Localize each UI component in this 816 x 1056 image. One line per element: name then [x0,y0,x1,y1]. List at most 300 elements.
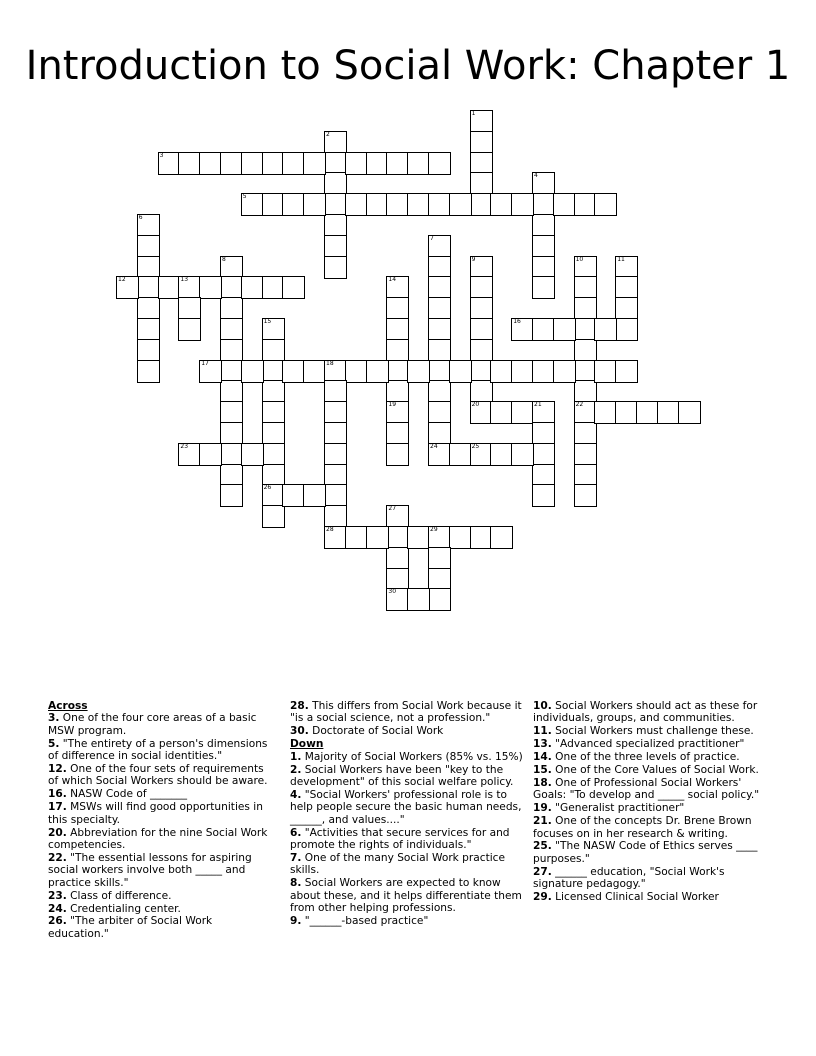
clue-item-number: 4. [290,788,302,801]
clue-item-number: 1. [290,750,302,763]
clue-number: 22 [575,401,584,409]
clue-item-number: 24. [48,902,67,915]
clue-item [290,751,526,763]
clue-item [290,827,526,852]
grid-cell[interactable] [615,256,638,279]
grid-cell[interactable] [574,339,597,362]
grid-cell[interactable] [428,547,451,570]
grid-cell[interactable] [345,360,368,383]
grid-cell[interactable] [532,401,555,424]
clue-item [533,777,769,802]
grid-cell[interactable] [386,380,409,403]
clue-item-number: 13. [533,738,552,751]
grid-cell[interactable] [470,110,493,133]
grid-cell[interactable] [532,193,555,216]
clue-item [48,827,276,852]
clue-number: 24 [430,442,438,450]
grid-cell[interactable] [386,297,409,320]
grid-cell[interactable] [428,297,451,320]
grid-cell[interactable] [178,276,201,299]
grid-cell[interactable] [262,276,285,299]
grid-cell[interactable] [532,484,555,507]
grid-cell[interactable] [324,505,347,528]
clue-item-number: 26. [48,915,67,928]
grid-cell[interactable] [470,443,493,466]
grid-cell[interactable] [428,193,451,216]
clue-item-text: Licensed Clinical Social Worker [555,891,719,904]
grid-cell[interactable] [137,297,160,320]
grid-cell[interactable] [178,297,201,320]
clue-number: 18 [326,359,334,367]
grid-cell[interactable] [199,276,222,299]
grid-cell[interactable] [324,380,347,403]
grid-cell[interactable] [178,318,201,341]
clue-column-2 [290,700,526,928]
grid-cell[interactable] [386,422,409,445]
clue-item [533,700,769,725]
grid-cell[interactable] [345,152,368,175]
grid-cell[interactable] [428,276,451,299]
grid-cell[interactable] [241,152,264,175]
grid-cell[interactable] [511,318,534,341]
grid-cell[interactable] [262,339,285,362]
grid-cell[interactable] [532,256,555,279]
clue-item-text: One of the Core Values of Social Work. [555,764,759,777]
grid-cell[interactable] [324,193,347,216]
clue-item [48,712,276,737]
grid-cell[interactable] [324,172,347,195]
grid-cell[interactable] [324,526,347,549]
grid-cell[interactable] [262,318,285,341]
clue-item-text: One of the concepts Dr. Brene Brown focuses on in her research & writing. [533,815,752,840]
grid-cell[interactable] [345,526,368,549]
clue-item-number: 12. [48,763,67,776]
grid-cell[interactable] [428,380,451,403]
clue-item [48,915,276,940]
grid-cell[interactable] [303,360,326,383]
clue-item-number: 17. [48,801,67,814]
clue-item-text: "The NASW Code of Ethics serves ____ purposes." [533,840,758,865]
clue-item-number: 8. [290,877,302,890]
grid-cell[interactable] [262,401,285,424]
grid-cell[interactable] [386,588,409,611]
clue-number: 27 [388,505,397,513]
grid-cell[interactable] [137,214,160,237]
grid-cell[interactable] [324,484,347,507]
clue-item [290,764,526,789]
grid-cell[interactable] [470,401,493,424]
grid-cell[interactable] [657,401,680,424]
clue-number: 1 [471,110,476,117]
clue-item-number: 19. [533,802,552,815]
clue-item-text: Abbreviation for the nine Social Work competencies. [48,826,268,851]
clue-item [533,815,769,840]
grid-cell[interactable] [158,276,181,299]
clue-item-number: 18. [533,776,552,789]
grid-cell[interactable] [407,526,430,549]
grid-cell[interactable] [490,526,513,549]
clue-item-text: "Activities that secure services for and promote the rights of individuals." [290,826,510,851]
grid-cell[interactable] [574,276,597,299]
grid-cell[interactable] [241,360,264,383]
clue-item [533,738,769,750]
grid-cell[interactable] [407,193,430,216]
grid-cell[interactable] [449,193,472,216]
grid-cell[interactable] [574,318,597,341]
clue-item [290,789,526,826]
grid-cell[interactable] [428,256,451,279]
clue-item [290,877,526,914]
clue-item-number: 16. [48,788,67,801]
grid-cell[interactable] [532,464,555,487]
clue-item [48,801,276,826]
clue-item-text: One of Professional Social Workers' Goals: "To develop and _____ social policy." [533,776,760,802]
grid-cell[interactable] [262,464,285,487]
grid-cell[interactable] [490,443,513,466]
grid-cell[interactable] [511,193,534,216]
grid-cell[interactable] [428,339,451,362]
clue-item [48,788,276,800]
clue-item-text: One of the four core areas of a basic MSW program. [48,712,257,737]
grid-cell[interactable] [386,401,409,424]
clue-number: 3 [159,151,164,159]
grid-cell[interactable] [407,360,430,383]
clue-number: 2 [326,130,330,138]
clue-number: 26 [263,484,272,492]
clue-item [48,763,276,788]
grid-cell[interactable] [366,193,389,216]
grid-cell[interactable] [594,360,617,383]
grid-cell[interactable] [178,443,201,466]
clue-item [290,915,526,927]
grid-cell[interactable] [220,152,243,175]
grid-cell[interactable] [220,380,243,403]
grid-cell[interactable] [490,193,513,216]
grid-cell[interactable] [262,360,285,383]
grid-cell[interactable] [386,505,409,528]
grid-cell[interactable] [407,152,430,175]
grid-cell[interactable] [511,443,534,466]
grid-cell[interactable] [428,235,451,258]
clue-item-text: This differs from Social Work because it "is a social science, not a profession." [290,700,522,725]
grid-cell[interactable] [470,193,493,216]
clue-number: 29 [430,526,438,533]
grid-cell[interactable] [615,360,638,383]
grid-cell[interactable] [262,484,285,507]
grid-cell[interactable] [386,193,409,216]
clue-item-text: "Advanced specialized practitioner" [555,738,745,751]
grid-cell[interactable] [137,360,160,383]
grid-cell[interactable] [220,297,243,320]
grid-cell[interactable] [511,401,534,424]
grid-cell[interactable] [324,214,347,237]
clue-number: 5 [242,193,247,201]
grid-cell[interactable] [178,152,201,175]
grid-cell[interactable] [615,276,638,299]
grid-cell[interactable] [428,588,451,611]
clue-number: 15 [263,318,272,325]
clue-item-text: Credentialing center. [70,902,181,915]
grid-cell[interactable] [386,360,409,383]
clue-item-text: Doctorate of Social Work [312,725,444,738]
grid-cell[interactable] [470,152,493,175]
grid-cell[interactable] [470,131,493,154]
clue-item-text: NASW Code of _______ [70,788,188,801]
grid-cell[interactable] [407,588,430,611]
grid-cell[interactable] [262,193,285,216]
grid-cell[interactable] [678,401,701,424]
grid-cell[interactable] [282,193,305,216]
grid-cell[interactable] [470,297,493,320]
clue-item-text: "Social Workers' professional role is to help people secure the basic human needs, ______, and values...." [290,788,522,826]
grid-cell[interactable] [345,193,368,216]
clue-item [533,891,769,903]
clue-number: 20 [471,401,480,409]
grid-cell[interactable] [324,422,347,445]
grid-cell[interactable] [490,360,513,383]
grid-cell[interactable] [553,360,576,383]
grid-cell[interactable] [137,235,160,258]
clue-item [533,751,769,763]
grid-cell[interactable] [532,172,555,195]
clue-item [48,738,276,763]
grid-cell[interactable] [220,443,243,466]
grid-cell[interactable] [199,443,222,466]
grid-cell[interactable] [428,318,451,341]
grid-cell[interactable] [594,401,617,424]
grid-cell[interactable] [324,256,347,279]
clue-item-number: 27. [533,865,552,878]
clue-item-number: 9. [290,914,302,927]
grid-cell[interactable] [366,152,389,175]
grid-cell[interactable] [366,360,389,383]
grid-cell[interactable] [574,256,597,279]
clue-item-number: 10. [533,700,552,712]
grid-cell[interactable] [241,193,264,216]
clue-item-text: Class of difference. [70,889,172,902]
across-heading: Across [48,700,88,712]
grid-cell[interactable] [220,401,243,424]
clue-item-number: 23. [48,889,67,902]
grid-cell[interactable] [137,256,160,279]
clue-item-text: One of the three levels of practice. [555,751,740,764]
grid-cell[interactable] [574,484,597,507]
grid-cell[interactable] [428,422,451,445]
clue-item-number: 15. [533,764,552,777]
clue-item-text: Social Workers should act as these for individuals, groups, and communities. [533,700,758,725]
grid-cell[interactable] [470,526,493,549]
clue-item [533,802,769,814]
clue-item-number: 30. [290,725,309,738]
grid-cell[interactable] [262,443,285,466]
down-heading: Down [290,738,324,751]
grid-cell[interactable] [324,152,347,175]
grid-cell[interactable] [470,256,493,279]
grid-cell[interactable] [303,484,326,507]
clue-number: 9 [471,255,476,263]
grid-cell[interactable] [386,547,409,570]
clue-number: 25 [471,442,480,450]
clue-item-number: 3. [48,712,60,725]
grid-cell[interactable] [574,422,597,445]
clue-number: 7 [430,234,434,242]
grid-cell[interactable] [553,318,576,341]
grid-cell[interactable] [594,193,617,216]
grid-cell[interactable] [532,443,555,466]
grid-cell[interactable] [470,172,493,195]
clue-number: 19 [388,401,397,409]
grid-cell[interactable] [386,318,409,341]
grid-cell[interactable] [303,193,326,216]
grid-cell[interactable] [137,339,160,362]
grid-cell[interactable] [470,360,493,383]
grid-cell[interactable] [532,276,555,299]
grid-cell[interactable] [386,339,409,362]
clue-item-number: 22. [48,851,67,864]
grid-cell[interactable] [511,360,534,383]
grid-cell[interactable] [324,401,347,424]
grid-cell[interactable] [574,360,597,383]
grid-cell[interactable] [470,380,493,403]
clue-number: 10 [575,255,584,263]
grid-cell[interactable] [220,484,243,507]
clue-number: 28 [326,526,334,533]
grid-cell[interactable] [262,380,285,403]
grid-cell[interactable] [324,360,347,383]
grid-cell[interactable] [137,318,160,341]
grid-cell[interactable] [449,526,472,549]
clue-item-number: 2. [290,763,302,776]
clue-item-text: MSWs will find good opportunities in this specialty. [48,801,263,826]
grid-cell[interactable] [324,464,347,487]
clue-item [290,700,526,725]
grid-cell[interactable] [532,235,555,258]
grid-cell[interactable] [282,360,305,383]
clue-number: 30 [388,588,397,596]
clue-item [290,852,526,877]
grid-cell[interactable] [282,484,305,507]
clue-item-text: One of the four sets of requirements of which Social Workers should be aware. [48,763,268,788]
grid-cell[interactable] [158,152,181,175]
grid-cell[interactable] [303,152,326,175]
clue-column-1 [48,700,276,941]
grid-cell[interactable] [532,318,555,341]
grid-cell[interactable] [553,193,576,216]
clue-item-number: 7. [290,851,302,864]
grid-cell[interactable] [386,276,409,299]
grid-cell[interactable] [324,443,347,466]
clue-number: 4 [534,172,538,180]
grid-cell[interactable] [574,443,597,466]
grid-cell[interactable] [220,422,243,445]
grid-cell[interactable] [428,152,451,175]
grid-cell[interactable] [386,568,409,591]
grid-cell[interactable] [428,526,451,549]
grid-cell[interactable] [116,276,139,299]
grid-cell[interactable] [262,422,285,445]
grid-cell[interactable] [199,360,222,383]
grid-cell[interactable] [220,256,243,279]
grid-cell[interactable] [428,568,451,591]
clue-item [48,903,276,915]
clue-item-number: 6. [290,826,302,839]
grid-cell[interactable] [386,152,409,175]
grid-cell[interactable] [470,339,493,362]
clue-item-number: 11. [533,725,552,738]
grid-cell[interactable] [220,464,243,487]
clue-item-text: "The entirety of a person's dimensions of difference in social identities." [48,737,268,763]
page-title: Introduction to Social Work: Chapter 1 [25,43,791,89]
clue-number: 16 [513,318,521,325]
grid-cell[interactable] [199,152,222,175]
grid-cell[interactable] [220,318,243,341]
clue-number: 12 [118,276,126,284]
grid-cell[interactable] [470,318,493,341]
grid-cell[interactable] [386,526,409,549]
grid-cell[interactable] [615,318,638,341]
grid-cell[interactable] [574,464,597,487]
grid-cell[interactable] [262,152,285,175]
clue-number: 11 [617,255,625,263]
grid-cell[interactable] [324,235,347,258]
grid-cell[interactable] [220,276,243,299]
grid-cell[interactable] [449,360,472,383]
grid-cell[interactable] [220,339,243,362]
clue-item [290,725,526,737]
grid-cell[interactable] [615,401,638,424]
grid-cell[interactable] [574,401,597,424]
grid-cell[interactable] [636,401,659,424]
grid-cell[interactable] [532,422,555,445]
grid-cell[interactable] [428,401,451,424]
clue-item-text: Majority of Social Workers (85% vs. 15%) [304,750,523,763]
grid-cell[interactable] [532,214,555,237]
grid-cell[interactable] [282,276,305,299]
grid-cell[interactable] [324,131,347,154]
grid-cell[interactable] [574,193,597,216]
grid-cell[interactable] [282,152,305,175]
clue-item-text: Social Workers are expected to know about these, and it helps differentiate them from other helping professions. [290,877,522,914]
clue-item [533,866,769,891]
grid-cell[interactable] [137,276,160,299]
grid-cell[interactable] [574,380,597,403]
grid-cell[interactable] [449,443,472,466]
clue-item-text: Social Workers have been "key to the development" of this social welfare policy. [290,763,514,788]
grid-cell[interactable] [386,443,409,466]
clue-item [48,890,276,902]
grid-cell[interactable] [262,505,285,528]
grid-cell[interactable] [470,276,493,299]
grid-cell[interactable] [241,443,264,466]
clue-item-number: 29. [533,891,552,904]
grid-cell[interactable] [490,401,513,424]
grid-cell[interactable] [366,526,389,549]
clue-item-number: 5. [48,737,60,750]
grid-cell[interactable] [220,360,243,383]
clue-item-number: 21. [533,815,552,828]
grid-cell[interactable] [615,297,638,320]
grid-cell[interactable] [428,443,451,466]
grid-cell[interactable] [574,297,597,320]
grid-cell[interactable] [241,276,264,299]
clue-number: 23 [180,442,189,450]
clue-item [48,852,276,889]
grid-cell[interactable] [532,360,555,383]
clue-column-3 [533,700,769,904]
clue-item-number: 14. [533,751,552,764]
grid-cell[interactable] [594,318,617,341]
grid-cell[interactable] [428,360,451,383]
